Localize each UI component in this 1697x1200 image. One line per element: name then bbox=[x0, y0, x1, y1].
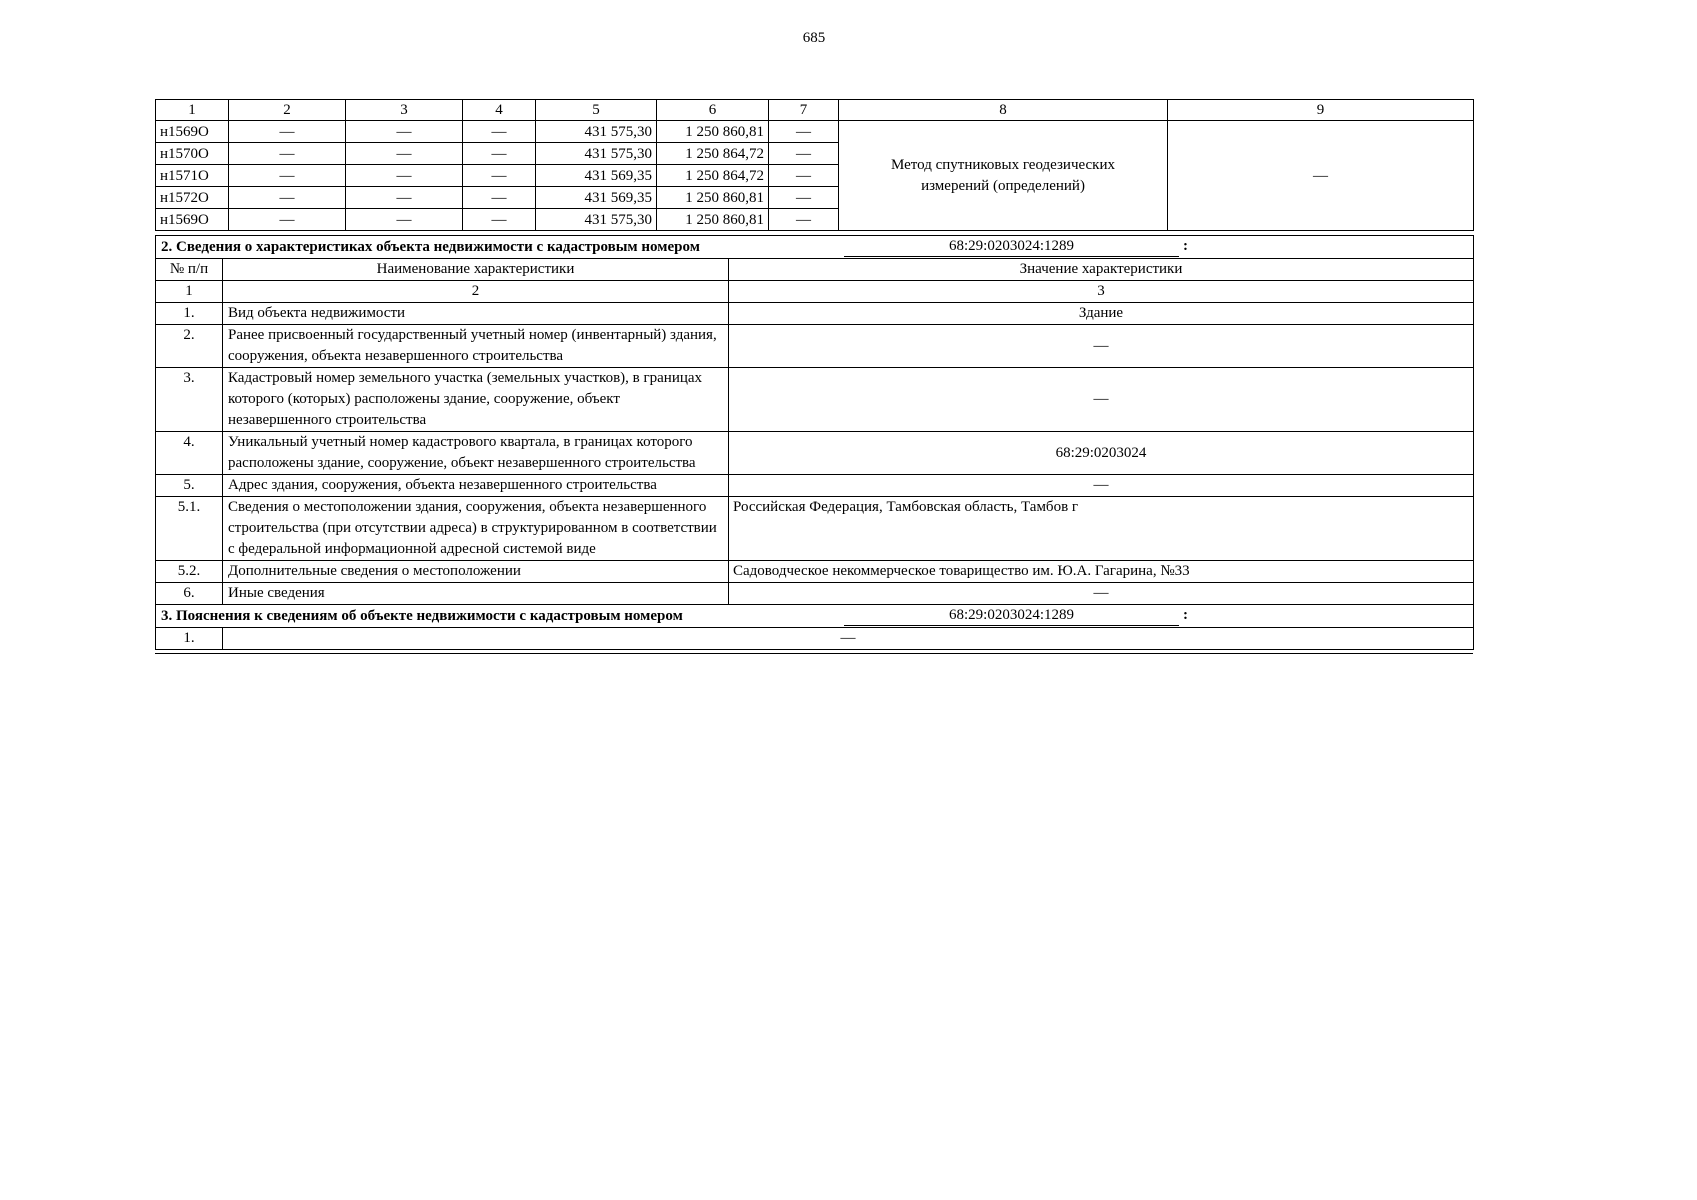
cell: — bbox=[463, 121, 536, 143]
accuracy-cell: — bbox=[1168, 121, 1474, 231]
cell: — bbox=[769, 209, 839, 231]
characteristic-value: Здание bbox=[729, 303, 1474, 325]
cell: — bbox=[229, 121, 346, 143]
cell: — bbox=[229, 165, 346, 187]
closing-line bbox=[155, 653, 1473, 654]
characteristic-name: Кадастровый номер земельного участка (земельных участков), в границах которого (которых) расположены здание, сооружение, объект незавершенного строительства bbox=[223, 368, 729, 432]
cell: — bbox=[346, 187, 463, 209]
cell: — bbox=[229, 143, 346, 165]
coordinates-table bbox=[155, 99, 1474, 231]
cell: — bbox=[346, 209, 463, 231]
row-number: 1. bbox=[156, 303, 223, 325]
table-row bbox=[156, 475, 1474, 497]
coords-header-row bbox=[156, 100, 1474, 121]
characteristic-name: Уникальный учетный номер кадастрового квартала, в границах которого расположены здание, сооружение, объект незавершенного строительства bbox=[223, 432, 729, 475]
y-coordinate-cell: 1 250 860,81 bbox=[657, 121, 769, 143]
characteristic-name: Адрес здания, сооружения, объекта незавершенного строительства bbox=[223, 475, 729, 497]
col-header: 3 bbox=[346, 100, 463, 121]
row-number: 6. bbox=[156, 583, 223, 605]
cell: — bbox=[769, 165, 839, 187]
col-header: 5 bbox=[536, 100, 657, 121]
characteristic-name: Вид объекта недвижимости bbox=[223, 303, 729, 325]
colon: : bbox=[1183, 238, 1188, 254]
cell: — bbox=[463, 165, 536, 187]
section-3-title: 3. Пояснения к сведениям об объекте недвижимости с кадастровым номером bbox=[161, 608, 683, 624]
section-3-cell bbox=[156, 605, 1474, 628]
cadastral-number: 68:29:0203024:1289 bbox=[844, 237, 1179, 257]
characteristic-name: Ранее присвоенный государственный учетный номер (инвентарный) здания, сооружения, объекта незавершенного строительства bbox=[223, 325, 729, 368]
method-cell: Метод спутниковых геодезических измерений (определений) bbox=[839, 121, 1168, 231]
row-number: 4. bbox=[156, 432, 223, 475]
characteristic-value: Садоводческое некоммерческое товарищество им. Ю.А. Гагарина, №33 bbox=[729, 561, 1474, 583]
y-coordinate-cell: 1 250 864,72 bbox=[657, 143, 769, 165]
table-row bbox=[156, 583, 1474, 605]
col-header-value: Значение характеристики bbox=[729, 259, 1474, 281]
point-label-cell: н1569О bbox=[156, 209, 229, 231]
table-row bbox=[156, 497, 1474, 561]
section-2-cell bbox=[156, 236, 1474, 259]
cell: — bbox=[769, 121, 839, 143]
table-row bbox=[156, 368, 1474, 432]
section-3-inner bbox=[156, 605, 1473, 627]
section-2-inner bbox=[156, 236, 1473, 258]
document-content bbox=[155, 30, 1473, 654]
point-label-cell: н1571О bbox=[156, 165, 229, 187]
col-header: 1 bbox=[156, 100, 229, 121]
point-label-cell: н1572О bbox=[156, 187, 229, 209]
col-header-num: № п/п bbox=[156, 259, 223, 281]
explanation-value: — bbox=[223, 628, 1474, 650]
cell: — bbox=[346, 121, 463, 143]
y-coordinate-cell: 1 250 860,81 bbox=[657, 209, 769, 231]
col-header: 7 bbox=[769, 100, 839, 121]
x-coordinate-cell: 431 569,35 bbox=[536, 165, 657, 187]
col-number: 2 bbox=[223, 281, 729, 303]
row-number: 5.2. bbox=[156, 561, 223, 583]
cadastral-number-wrap bbox=[844, 237, 1188, 257]
x-coordinate-cell: 431 575,30 bbox=[536, 143, 657, 165]
explanation-row bbox=[156, 628, 1474, 650]
characteristic-name: Дополнительные сведения о местоположении bbox=[223, 561, 729, 583]
characteristic-value: — bbox=[729, 475, 1474, 497]
point-label-cell: н1570О bbox=[156, 143, 229, 165]
x-coordinate-cell: 431 569,35 bbox=[536, 187, 657, 209]
cadastral-number: 68:29:0203024:1289 bbox=[844, 606, 1179, 626]
x-coordinate-cell: 431 575,30 bbox=[536, 121, 657, 143]
cell: — bbox=[229, 209, 346, 231]
row-number: 1. bbox=[156, 628, 223, 650]
characteristic-value: 68:29:0203024 bbox=[729, 432, 1474, 475]
characteristic-name: Иные сведения bbox=[223, 583, 729, 605]
section-2-row bbox=[156, 236, 1474, 259]
y-coordinate-cell: 1 250 864,72 bbox=[657, 165, 769, 187]
cell: — bbox=[463, 209, 536, 231]
row-number: 2. bbox=[156, 325, 223, 368]
col-header-name: Наименование характеристики bbox=[223, 259, 729, 281]
row-number: 5.1. bbox=[156, 497, 223, 561]
characteristics-header-row bbox=[156, 259, 1474, 281]
col-header: 4 bbox=[463, 100, 536, 121]
characteristic-value: — bbox=[729, 583, 1474, 605]
table-row bbox=[156, 561, 1474, 583]
x-coordinate-cell: 431 575,30 bbox=[536, 209, 657, 231]
page-number: 685 bbox=[802, 30, 826, 46]
characteristics-table bbox=[155, 235, 1474, 650]
colon: : bbox=[1183, 607, 1188, 623]
point-label-cell: н1569О bbox=[156, 121, 229, 143]
cell: — bbox=[346, 165, 463, 187]
cell: — bbox=[463, 187, 536, 209]
table-row bbox=[156, 432, 1474, 475]
col-number: 1 bbox=[156, 281, 223, 303]
characteristics-colnum-row bbox=[156, 281, 1474, 303]
cell: — bbox=[463, 143, 536, 165]
section-2-title: 2. Сведения о характеристиках объекта недвижимости с кадастровым номером bbox=[161, 239, 700, 255]
row-number: 3. bbox=[156, 368, 223, 432]
col-header: 9 bbox=[1168, 100, 1474, 121]
characteristic-value: — bbox=[729, 368, 1474, 432]
col-header: 8 bbox=[839, 100, 1168, 121]
table-row bbox=[156, 121, 1474, 143]
table-row bbox=[156, 303, 1474, 325]
col-header: 6 bbox=[657, 100, 769, 121]
col-header: 2 bbox=[229, 100, 346, 121]
cell: — bbox=[769, 143, 839, 165]
characteristic-name: Сведения о местоположении здания, сооружения, объекта незавершенного строительства (при отсутствии адреса) в структурированном в соответствии с федеральной информационной адресной системой виде bbox=[223, 497, 729, 561]
cell: — bbox=[769, 187, 839, 209]
characteristic-value: — bbox=[729, 325, 1474, 368]
section-3-row bbox=[156, 605, 1474, 628]
y-coordinate-cell: 1 250 860,81 bbox=[657, 187, 769, 209]
characteristic-value: Российская Федерация, Тамбовская область, Тамбов г bbox=[729, 497, 1474, 561]
row-number: 5. bbox=[156, 475, 223, 497]
table-row bbox=[156, 325, 1474, 368]
cell: — bbox=[229, 187, 346, 209]
col-number: 3 bbox=[729, 281, 1474, 303]
cadastral-number-wrap bbox=[844, 606, 1188, 626]
cell: — bbox=[346, 143, 463, 165]
